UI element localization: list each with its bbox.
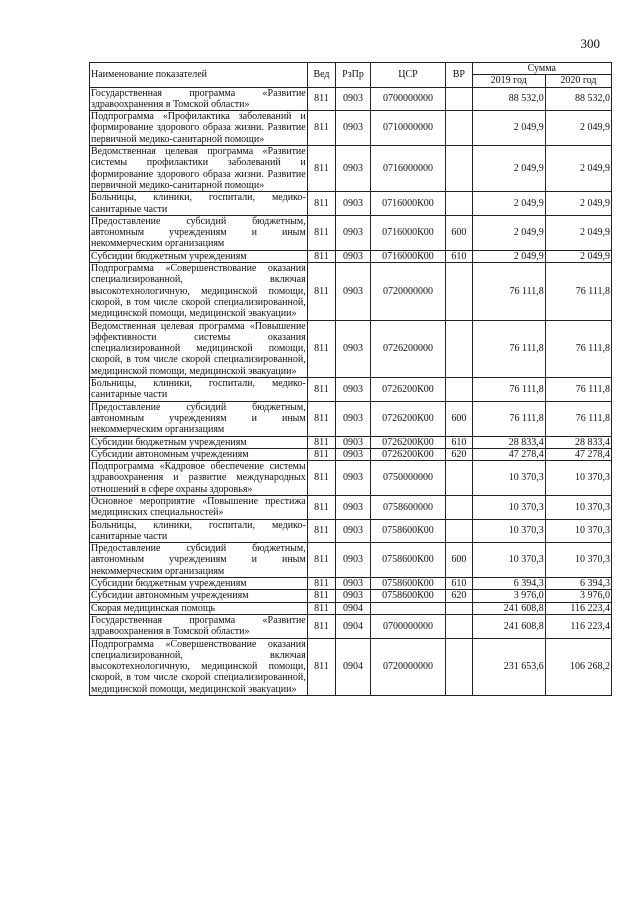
row-ved: 811 <box>307 578 335 590</box>
row-ved: 811 <box>307 436 335 448</box>
row-vr <box>446 602 472 614</box>
table-row <box>90 87 612 111</box>
row-sum-2019: 6 394,3 <box>472 578 545 590</box>
table-row <box>90 401 612 436</box>
row-sum-2020: 2 049,9 <box>545 192 611 216</box>
row-name: Предоставление субсидий бюджетным, автономным учреждениям и иным некоммерческим организациям <box>91 401 306 436</box>
table-row <box>90 320 612 377</box>
row-sum-2020: 2 049,9 <box>545 250 611 262</box>
row-vr <box>446 378 472 402</box>
row-vr <box>446 614 472 638</box>
row-rzpr: 0903 <box>336 495 371 519</box>
row-csr: 0716000К00 <box>370 192 445 216</box>
row-csr: 0716000К00 <box>370 250 445 262</box>
row-csr <box>370 602 445 614</box>
table-row <box>90 638 612 695</box>
row-ved: 811 <box>307 146 335 192</box>
row-sum-2020: 88 532,0 <box>545 87 611 111</box>
row-vr: 620 <box>446 590 472 602</box>
row-name: Субсидии автономным учреждениям <box>90 590 308 602</box>
row-csr: 0700000000 <box>370 87 445 111</box>
row-sum-2019: 241 608,8 <box>472 614 545 638</box>
row-ved: 811 <box>307 87 335 111</box>
table-row <box>90 614 612 638</box>
row-vr: 610 <box>446 436 472 448</box>
table-row <box>90 495 612 519</box>
row-rzpr: 0903 <box>336 543 371 578</box>
row-ved: 811 <box>307 320 335 377</box>
row-ved: 811 <box>307 215 335 250</box>
row-csr: 0716000К00 <box>370 215 445 250</box>
row-vr <box>446 519 472 543</box>
budget-table <box>89 62 612 696</box>
row-rzpr: 0903 <box>336 436 371 448</box>
table-row <box>90 146 612 192</box>
row-rzpr: 0903 <box>336 448 371 460</box>
row-sum-2020: 76 111,8 <box>545 320 611 377</box>
row-ved: 811 <box>307 448 335 460</box>
row-sum-2020: 6 394,3 <box>545 578 611 590</box>
row-rzpr: 0903 <box>336 192 371 216</box>
row-csr: 0758600К00 <box>370 543 445 578</box>
page-number: 300 <box>580 36 600 51</box>
row-rzpr: 0903 <box>336 578 371 590</box>
row-sum-2019: 10 370,3 <box>472 543 545 578</box>
table-row <box>90 448 612 460</box>
table-row <box>90 192 612 216</box>
row-name: Подпрограмма «Профилактика заболеваний и формирование здорового образа жизни. Развитие первичной медико-санитарной помощи» <box>91 111 306 145</box>
row-sum-2020: 76 111,8 <box>545 378 611 402</box>
header-ved: Вед <box>307 63 335 88</box>
row-name: Предоставление субсидий бюджетным, автономным учреждениям и иным некоммерческим организациям <box>91 215 306 250</box>
row-sum-2019: 76 111,8 <box>472 263 545 320</box>
row-sum-2019: 3 976,0 <box>472 590 545 602</box>
row-ved: 811 <box>307 638 335 695</box>
row-ved: 811 <box>307 519 335 543</box>
row-rzpr: 0904 <box>336 638 371 695</box>
row-sum-2019: 2 049,9 <box>472 111 545 146</box>
table-row <box>90 602 612 614</box>
row-ved: 811 <box>307 378 335 402</box>
row-name: Подпрограмма «Совершенствование оказания специализированной, включая высокотехнологичную, медицинской помощи, скорой, в том числе скорой специализированной, медицинской помощи, медицинской эвакуации» <box>91 263 306 320</box>
row-sum-2019: 76 111,8 <box>472 320 545 377</box>
header-rzpr: РзПр <box>336 63 371 88</box>
row-rzpr: 0903 <box>336 401 371 436</box>
row-name: Подпрограмма «Кадровое обеспечение системы здравоохранения и развитие международных отношений в сфере охраны здоровья» <box>91 461 306 495</box>
table-row <box>90 519 612 543</box>
row-sum-2020: 10 370,3 <box>545 495 611 519</box>
row-vr: 600 <box>446 215 472 250</box>
row-sum-2019: 2 049,9 <box>472 215 545 250</box>
row-vr <box>446 320 472 377</box>
row-vr: 610 <box>446 578 472 590</box>
row-rzpr: 0903 <box>336 320 371 377</box>
table-row <box>90 543 612 578</box>
row-rzpr: 0903 <box>336 215 371 250</box>
row-csr: 0720000000 <box>370 638 445 695</box>
row-csr: 0758600К00 <box>370 519 445 543</box>
row-csr: 0726200К00 <box>370 401 445 436</box>
table-row <box>90 111 612 146</box>
row-name: Субсидии автономным учреждениям <box>90 448 308 460</box>
row-rzpr: 0903 <box>336 461 371 496</box>
header-year-2020: 2020 год <box>545 75 611 87</box>
row-sum-2020: 76 111,8 <box>545 263 611 320</box>
header-sum: Сумма <box>472 63 611 75</box>
row-sum-2019: 10 370,3 <box>472 495 545 519</box>
row-csr: 0726200К00 <box>370 448 445 460</box>
row-name: Больницы, клиники, госпитали, медико-санитарные части <box>91 519 306 542</box>
row-sum-2020: 2 049,9 <box>545 215 611 250</box>
row-vr <box>446 263 472 320</box>
row-name: Скорая медицинская помощь <box>90 602 308 614</box>
row-sum-2020: 106 268,2 <box>545 638 611 695</box>
row-vr: 610 <box>446 250 472 262</box>
row-sum-2019: 231 653,6 <box>472 638 545 695</box>
row-sum-2019: 76 111,8 <box>472 378 545 402</box>
row-sum-2019: 88 532,0 <box>472 87 545 111</box>
table-row <box>90 250 612 262</box>
row-rzpr: 0904 <box>336 602 371 614</box>
row-name: Субсидии бюджетным учреждениям <box>90 436 308 448</box>
row-sum-2020: 3 976,0 <box>545 590 611 602</box>
header-year-2019: 2019 год <box>472 75 545 87</box>
table-row <box>90 436 612 448</box>
row-name: Больницы, клиники, госпитали, медико-санитарные части <box>91 192 306 215</box>
row-sum-2020: 10 370,3 <box>545 519 611 543</box>
row-sum-2020: 28 833,4 <box>545 436 611 448</box>
table-row <box>90 378 612 402</box>
row-csr: 0726200К00 <box>370 378 445 402</box>
row-sum-2020: 116 223,4 <box>545 602 611 614</box>
row-sum-2019: 2 049,9 <box>472 146 545 192</box>
row-csr: 0726200К00 <box>370 436 445 448</box>
row-sum-2019: 2 049,9 <box>472 250 545 262</box>
table-row <box>90 215 612 250</box>
row-name: Предоставление субсидий бюджетным, автономным учреждениям и иным некоммерческим организациям <box>91 543 306 577</box>
row-csr: 0700000000 <box>370 614 445 638</box>
table-row <box>90 590 612 602</box>
table-header <box>90 63 612 88</box>
row-rzpr: 0903 <box>336 250 371 262</box>
row-name: Субсидии бюджетным учреждениям <box>90 250 308 262</box>
row-sum-2020: 47 278,4 <box>545 448 611 460</box>
row-rzpr: 0903 <box>336 87 371 111</box>
row-sum-2019: 241 608,8 <box>472 602 545 614</box>
row-vr <box>446 146 472 192</box>
row-csr: 0710000000 <box>370 111 445 146</box>
row-rzpr: 0904 <box>336 614 371 638</box>
row-vr: 620 <box>446 448 472 460</box>
row-csr: 0716000000 <box>370 146 445 192</box>
row-ved: 811 <box>307 495 335 519</box>
table-row <box>90 461 612 496</box>
header-csr: ЦСР <box>370 63 445 88</box>
row-vr <box>446 87 472 111</box>
row-sum-2019: 2 049,9 <box>472 192 545 216</box>
row-csr: 0758600К00 <box>370 590 445 602</box>
row-ved: 811 <box>307 263 335 320</box>
row-vr <box>446 111 472 146</box>
header-vr: ВР <box>446 63 472 88</box>
row-name: Государственная программа «Развитие здравоохранения в Томской области» <box>91 87 306 110</box>
row-rzpr: 0903 <box>336 111 371 146</box>
row-rzpr: 0903 <box>336 378 371 402</box>
row-vr: 600 <box>446 543 472 578</box>
row-sum-2020: 10 370,3 <box>545 543 611 578</box>
row-name: Субсидии бюджетным учреждениям <box>90 578 308 590</box>
header-name: Наименование показателей <box>90 63 308 88</box>
row-sum-2020: 10 370,3 <box>545 461 611 496</box>
row-sum-2019: 47 278,4 <box>472 448 545 460</box>
row-sum-2019: 10 370,3 <box>472 519 545 543</box>
row-name: Ведомственная целевая программа «Повышение эффективности системы оказания специализированной медицинской помощи, скорой, в том числе скорой специализированной, медицинской помощи, медицинской эвакуации» <box>91 320 306 377</box>
row-sum-2020: 116 223,4 <box>545 614 611 638</box>
row-name: Основное мероприятие «Повышение престижа медицинских специальностей» <box>91 495 306 519</box>
row-sum-2020: 76 111,8 <box>545 401 611 436</box>
row-ved: 811 <box>307 192 335 216</box>
row-sum-2019: 76 111,8 <box>472 401 545 436</box>
row-csr: 0750000000 <box>370 461 445 496</box>
row-vr: 600 <box>446 401 472 436</box>
row-rzpr: 0903 <box>336 590 371 602</box>
row-csr: 0720000000 <box>370 263 445 320</box>
row-rzpr: 0903 <box>336 263 371 320</box>
row-vr <box>446 461 472 496</box>
row-ved: 811 <box>307 602 335 614</box>
table-row <box>90 578 612 590</box>
row-vr <box>446 638 472 695</box>
row-ved: 811 <box>307 250 335 262</box>
row-vr <box>446 192 472 216</box>
row-name: Больницы, клиники, госпитали, медико-санитарные части <box>91 378 306 401</box>
row-vr <box>446 495 472 519</box>
row-ved: 811 <box>307 461 335 496</box>
row-csr: 0758600000 <box>370 495 445 519</box>
row-sum-2020: 2 049,9 <box>545 146 611 192</box>
row-sum-2019: 10 370,3 <box>472 461 545 496</box>
row-ved: 811 <box>307 111 335 146</box>
row-ved: 811 <box>307 401 335 436</box>
row-ved: 811 <box>307 590 335 602</box>
row-name: Государственная программа «Развитие здравоохранения в Томской области» <box>91 614 306 638</box>
row-sum-2020: 2 049,9 <box>545 111 611 146</box>
row-ved: 811 <box>307 543 335 578</box>
row-sum-2019: 28 833,4 <box>472 436 545 448</box>
row-csr: 0726200000 <box>370 320 445 377</box>
row-name: Подпрограмма «Совершенствование оказания специализированной, включая высокотехнологичную, медицинской помощи, скорой, в том числе скорой специализированной, медицинской помощи, медицинской эвакуации» <box>91 638 306 695</box>
row-name: Ведомственная целевая программа «Развитие системы профилактики заболеваний и формирование здорового образа жизни. Развитие первичной медико-санитарной помощи» <box>91 146 306 191</box>
row-rzpr: 0903 <box>336 519 371 543</box>
table-body <box>90 87 612 695</box>
row-rzpr: 0903 <box>336 146 371 192</box>
row-ved: 811 <box>307 614 335 638</box>
table-row <box>90 263 612 320</box>
row-csr: 0758600К00 <box>370 578 445 590</box>
